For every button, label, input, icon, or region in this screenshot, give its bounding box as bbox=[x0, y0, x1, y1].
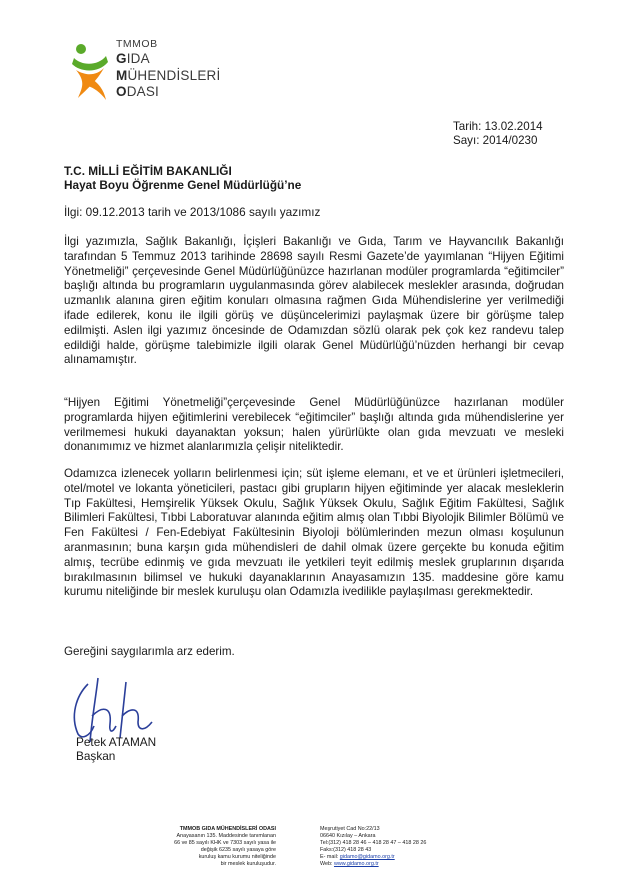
body-paragraph: “Hijyen Eğitimi Yönetmeliği”çerçevesinde Genel Müdürlüğünüzce hazırlanan modüler programlarda hijyen eğitimlerini verebilecek “eğitimciler” başlığı altında gıda mühendislerine yer verilmemesi hukuki dayanaktan yoksun; halen yürürlükte olan gıda mevzuatı ve mesleki donanımımız ve hizmet alanlarımızla çelişir niteliktedir. bbox=[64, 396, 564, 454]
footer-legal-line: 66 ve 85 sayılı KHK ve 7303 sayılı yasa ile bbox=[174, 840, 276, 846]
signer-title: Başkan bbox=[76, 749, 116, 764]
footer-address-street: Meşrutiyet Cad No:22/13 bbox=[320, 826, 380, 832]
logo-line-odasi: ODASI bbox=[116, 84, 160, 99]
closing-line: Gereğini saygılarımla arz ederim. bbox=[64, 645, 235, 658]
logo-line-gida: GIDA bbox=[116, 51, 150, 66]
reference-line: İlgi: 09.12.2013 tarih ve 2013/1086 sayılı yazımız bbox=[64, 205, 321, 219]
letter-meta bbox=[453, 120, 543, 148]
footer-contact bbox=[320, 826, 490, 868]
footer-web-link[interactable]: www.gidamo.org.tr bbox=[333, 861, 379, 867]
chamber-logo-mark-icon bbox=[70, 42, 116, 104]
logo-line-tmmob: TMMOB bbox=[116, 38, 158, 50]
footer-org-name: TMMOB GIDA MÜHENDİSLERİ ODASI bbox=[179, 826, 276, 832]
footer-telephone: Tel:(312) 418 28 46 – 418 28 47 – 418 28 26 bbox=[320, 840, 427, 846]
footer-email-line: E- mail: gidamo@gidamo.org.tr bbox=[320, 854, 395, 860]
letter-number: Sayı: 2014/0230 bbox=[453, 134, 538, 147]
signer-block bbox=[76, 735, 156, 764]
footer-address-city: 06640 Kızılay – Ankara bbox=[320, 833, 376, 839]
logo-line-muhendisleri: MÜHENDİSLERİ bbox=[116, 67, 221, 83]
signer-name: Petek ATAMAN bbox=[76, 735, 157, 749]
footer-fax: Faks:(312) 418 28 43 bbox=[320, 847, 372, 853]
chamber-logo-text bbox=[116, 38, 220, 101]
addressee-ministry: T.C. MİLLİ EĞİTİM BAKANLIĞI bbox=[64, 164, 232, 178]
body-paragraph: İlgi yazımızla, Sağlık Bakanlığı, İçişleri Bakanlığı ve Gıda, Tarım ve Hayvancılık Bakanlığı tarafından 5 Temmuz 2013 tarihinde 28698 sayılı Resmi Gazete’de yayımlanan “Hijyen Eğitimi Yönetmeliği” çerçevesinde Genel Müdürlüğünüzce hazırlanan modüler programlarda “eğitimciler” başlığı altında bu programların uygulanmasında görev alabilecek meslekler arasında, doğrudan uzmanlık alanına giren eğitim konuları olmasına rağmen Gıda Mühendislerine yer verilmediği ifade edilerek, konu ile ilgili görüş ve düşüncelerimizi paylaşmak üzere bir görüşme talep edilmişti. Aslen ilgi yazımız öncesinde de Odamızdan sözlü olarak pek çok kez randevu talep edildiği halde, görüşme talebimizle ilgili olarak Genel Müdürlüğü’nüzden herhangi bir cevap alınamamıştır. bbox=[64, 235, 564, 367]
footer-legal-line: bir meslek kuruluşudur. bbox=[220, 861, 276, 867]
addressee-directorate: Hayat Boyu Öğrenme Genel Müdürlüğü’ne bbox=[64, 178, 302, 192]
chamber-logo bbox=[70, 38, 240, 106]
footer-legal-line: değişik 6235 sayılı yasaya göre bbox=[200, 847, 276, 853]
body-paragraph: Odamızca izlenecek yolların belirlenmesi için; süt işleme elemanı, et ve et ürünleri işletmecileri, otel/motel ve lokanta yöneticileri, pastacı gibi grupların hijyen eğitiminde yer alacak mesleklerin Tıp Fakültesi, Hemşirelik Yüksek Okulu, Sağlık Yüksek Okulu, Sağlık Eğitim Fakültesi, Sağlık Bilimleri Fakültesi, Tıbbi Laboratuvar alanında eğitim almış olan Tıbbi Biyolojik Bilimler Bölümü ve Fen Fakültesi / Fen-Edebiyat Fakültesinin Biyoloji bölümlerinden mezun olması koşulunun aranmasının; buna karşın gıda mühendisleri de dahil olmak üzere gerçekte bu konuda eğitim almış, tecrübe edinmiş ve gıda mevzuatı ile yetkileri teyit edilmiş meslek gruplarının dışarıda bırakılmasının bilimsel ve hukuki dayanaklarının Anayasamızın 135. maddesine göre kamu kurumu niteliğinde bir meslek kuruluşu olan Odamızla ivedilikle paylaşılması gerekmektedir. bbox=[64, 467, 564, 599]
footer-web-line: Web: www.gidamo.org.tr bbox=[320, 861, 379, 867]
footer-legal-line: kuruluş kamu kurumu niteliğinde bbox=[198, 854, 276, 860]
footer-legal-note bbox=[166, 826, 276, 868]
footer-legal-line: Anayasanın 135. Maddesinde tanımlanan bbox=[176, 833, 276, 839]
footer-email-link[interactable]: gidamo@gidamo.org.tr bbox=[339, 854, 395, 860]
letter-date: Tarih: 13.02.2014 bbox=[453, 120, 543, 133]
addressee bbox=[64, 164, 301, 192]
